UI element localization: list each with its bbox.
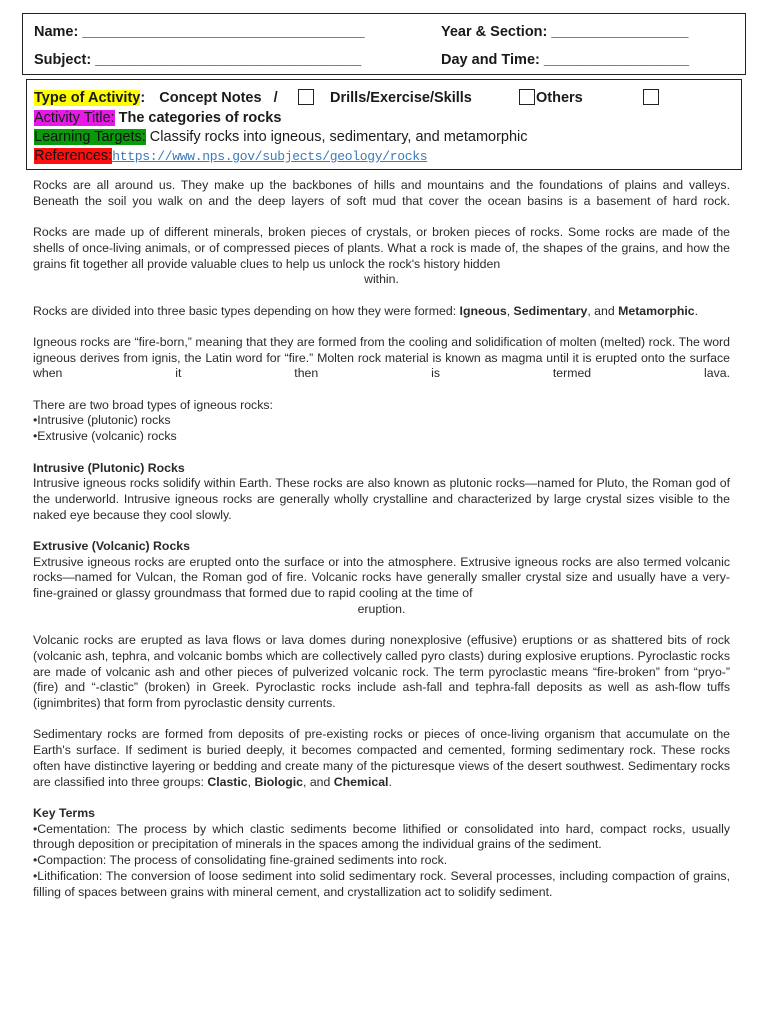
activity-type-label: Type of Activity xyxy=(34,90,141,106)
activity-type-row: Type of Activity: Concept Notes / xyxy=(34,90,278,106)
learning-targets-row xyxy=(34,128,528,147)
paragraph-extrusive-end: eruption. xyxy=(357,601,406,616)
others-option: Others xyxy=(536,90,583,106)
concept-notes-option: Concept Notes xyxy=(159,90,262,106)
drills-checkbox[interactable] xyxy=(519,89,535,105)
paragraph-sedimentary: Sedimentary rocks are formed from deposits of pre-existing rocks or pieces of once-living organism that accumulate on the Earth's surface. If sediment is buried deeply, it becomes compacted and cemented, forming sedimentary rock. These rocks often have distinctive layering or bedding and create many of the picturesque views of the desert southwest. Sedimentary rocks are classified into three groups: Clastic, Biologic, and Chemical. xyxy=(33,727,730,789)
paragraph-minerals-end: within. xyxy=(364,272,399,287)
term-biologic: Biologic xyxy=(254,774,303,789)
references-link[interactable]: https://www.nps.gov/subjects/geology/rocks xyxy=(112,149,428,164)
subject-field[interactable]: Subject: _________________________________ xyxy=(34,52,362,68)
paragraph-three-types: Rocks are divided into three basic types depending on how they were formed: Igneous, Sedimentary, and Metamorphic. xyxy=(33,303,699,318)
key-term-lithification: •Lithification: The conversion of loose sediment into solid sedimentary rock. Several processes, including compaction of grains, filling of spaces between grains with mineral cement, and crystallization act to solidify sediment. xyxy=(33,868,730,899)
paragraph-intro: Rocks are all around us. They make up the backbones of hills and mountains and the foundations of plains and valleys. Beneath the soil you walk on and the deep layers of soft mud that cover the ocean basins is a basement of hard rock. xyxy=(33,178,730,208)
list-item: •Intrusive (plutonic) rocks xyxy=(33,413,171,428)
term-clastic: Clastic xyxy=(207,774,248,789)
key-term-compaction: •Compaction: The process of consolidating fine-grained sediments into rock. xyxy=(33,853,448,868)
activity-title-value: The categories of rocks xyxy=(114,110,282,126)
term-chemical: Chemical xyxy=(333,774,389,789)
learning-targets-value: Classify rocks into igneous, sedimentary, and metamorphic xyxy=(145,129,528,145)
paragraph-volcanic: Volcanic rocks are erupted as lava flows or lava domes during nonexplosive (effusive) eruptions or as shattered bits of rock (volcanic ash, tephra, and volcanic bombs which are collectively called pyro clasts) during explosive eruptions. Pyroclastic rocks are made of volcanic ash and other pieces of pulverized volcanic rock. The term pyroclastic means “fire-broken” from “pryo-” (fire) and “-clastic” (broken) in Greek. Pyroclastic rocks include ash-fall and tephra-fall deposits as well as ash-flow tuffs (ignimbrites) that form from pyroclastic density currents. xyxy=(33,633,730,711)
key-term-cementation: •Cementation: The process by which clastic sediments become lithified or consolidated into hard, compact rocks, usually through deposition or precipitation of minerals in the spaces among the individual grains of the sediment. xyxy=(33,821,730,852)
drills-option: Drills/Exercise/Skills xyxy=(330,90,472,106)
heading-extrusive: Extrusive (Volcanic) Rocks xyxy=(33,539,190,554)
paragraph-intrusive: Intrusive igneous rocks solidify within Earth. These rocks are also known as plutonic rocks—named for Pluto, the Roman god of the underworld. Intrusive igneous rocks are generally wholly crystalline and characterized by large crystal sizes visible to the naked eye because they cool slowly. xyxy=(33,476,730,522)
paragraph-minerals: Rocks are made up of different minerals, broken pieces of crystals, or broken pieces of rocks. Some rocks are made of the shells of once-living animals, or of compressed pieces of plants. What a rock is made of, the shapes of the grains, and how the grains fit together all provide valuable clues to help us unlock the rock's history hidden xyxy=(33,225,730,271)
learning-targets-label: Learning Targets: xyxy=(34,129,146,145)
day-time-field[interactable]: Day and Time: __________________ xyxy=(441,52,690,68)
list-item: •Extrusive (volcanic) rocks xyxy=(33,429,177,444)
activity-title-row xyxy=(34,109,281,128)
name-field[interactable]: Name: ___________________________________ xyxy=(34,24,365,40)
term-sedimentary: Sedimentary xyxy=(513,303,588,318)
references-row xyxy=(34,147,427,166)
year-section-field[interactable]: Year & Section: _________________ xyxy=(441,24,689,40)
paragraph-extrusive: Extrusive igneous rocks are erupted onto the surface or into the atmosphere. Extrusive igneous rocks are also termed volcanic rocks—named for Vulcan, the Roman god of fire. Volcanic rocks have generally smaller crystal size and usually have a very-fine-grained or glassy groundmass that formed due to rapid cooling at the time of xyxy=(33,554,730,601)
paragraph-igneous: Igneous rocks are “fire-born,” meaning that they are formed from the cooling and solidification of molten (melted) rock. The word igneous derives from ignis, the Latin word for “fire.” Molten rock material is known as magma until it is erupted onto the surface when it then is termed lava. xyxy=(33,334,730,381)
term-igneous: Igneous xyxy=(459,303,507,318)
activity-title-label: Activity Title: xyxy=(34,110,115,126)
concept-notes-checkbox[interactable] xyxy=(298,89,314,105)
others-checkbox[interactable] xyxy=(643,89,659,105)
heading-intrusive: Intrusive (Plutonic) Rocks xyxy=(33,460,185,475)
lesson-content xyxy=(33,178,730,900)
igneous-types-intro: There are two broad types of igneous rocks: xyxy=(33,397,273,412)
references-label: References: xyxy=(34,148,113,164)
term-metamorphic: Metamorphic xyxy=(618,303,695,318)
heading-key-terms: Key Terms xyxy=(33,805,95,820)
